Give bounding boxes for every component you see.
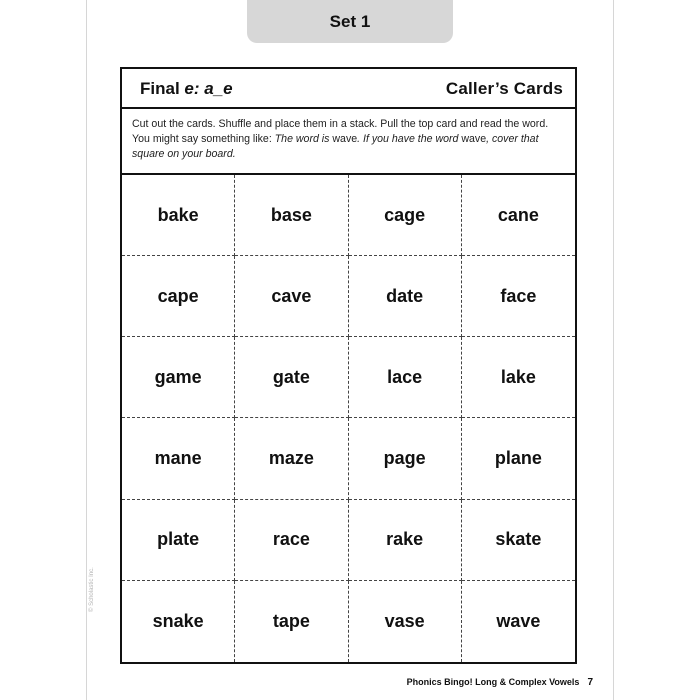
word-card: page <box>349 418 462 499</box>
page-footer <box>407 677 593 688</box>
callers-cards-title: Caller’s Cards <box>445 79 563 98</box>
word-card: cane <box>462 175 575 256</box>
set-tab <box>247 0 453 43</box>
word-card: cave <box>235 256 348 337</box>
instructions-text-3: wave <box>332 133 358 145</box>
instructions <box>132 117 564 162</box>
title-e: e: <box>184 79 200 98</box>
footer-book-title: Phonics Bingo! Long & Complex Vowels <box>406 677 580 687</box>
word-card: base <box>235 175 348 256</box>
word-card: race <box>235 500 348 581</box>
word-card: face <box>462 256 575 337</box>
word-card: plate <box>122 500 235 581</box>
word-card: vase <box>349 581 462 662</box>
word-card: cage <box>349 175 462 256</box>
page-number: 7 <box>587 677 593 688</box>
word-card: bake <box>122 175 235 256</box>
instructions-text-5: wave <box>461 133 487 145</box>
word-card: cape <box>122 256 235 337</box>
word-card: lake <box>462 337 575 418</box>
word-card: game <box>122 337 235 418</box>
word-card: tape <box>235 581 348 662</box>
copyright-text: © Scholastic Inc. <box>89 567 95 612</box>
word-card: date <box>349 256 462 337</box>
set-tab-label: Set 1 <box>329 11 371 31</box>
instructions-text-2: The word is <box>274 133 333 145</box>
callers-cards-sheet <box>120 67 577 664</box>
title-prefix: Final <box>140 79 185 98</box>
title-pattern: a_e <box>204 79 233 98</box>
instructions-text-6: , cover that square on your board. <box>132 133 539 160</box>
instructions-text-4: . If you have the word <box>357 133 462 145</box>
instructions-text-1: Cut out the cards. Shuffle and place them in a stack. Pull the top card and read the word. You might say something like: <box>132 118 549 145</box>
word-card: rake <box>349 500 462 581</box>
word-card: wave <box>496 610 541 631</box>
word-card: maze <box>235 418 348 499</box>
card-grid <box>122 175 575 662</box>
word-card: gate <box>235 337 348 418</box>
word-card: mane <box>122 418 235 499</box>
word-card: snake <box>122 581 235 662</box>
sheet-title <box>140 79 233 99</box>
sheet-header <box>122 69 575 109</box>
word-card: skate <box>462 500 575 581</box>
word-card: lace <box>349 337 462 418</box>
word-card: plane <box>462 418 575 499</box>
